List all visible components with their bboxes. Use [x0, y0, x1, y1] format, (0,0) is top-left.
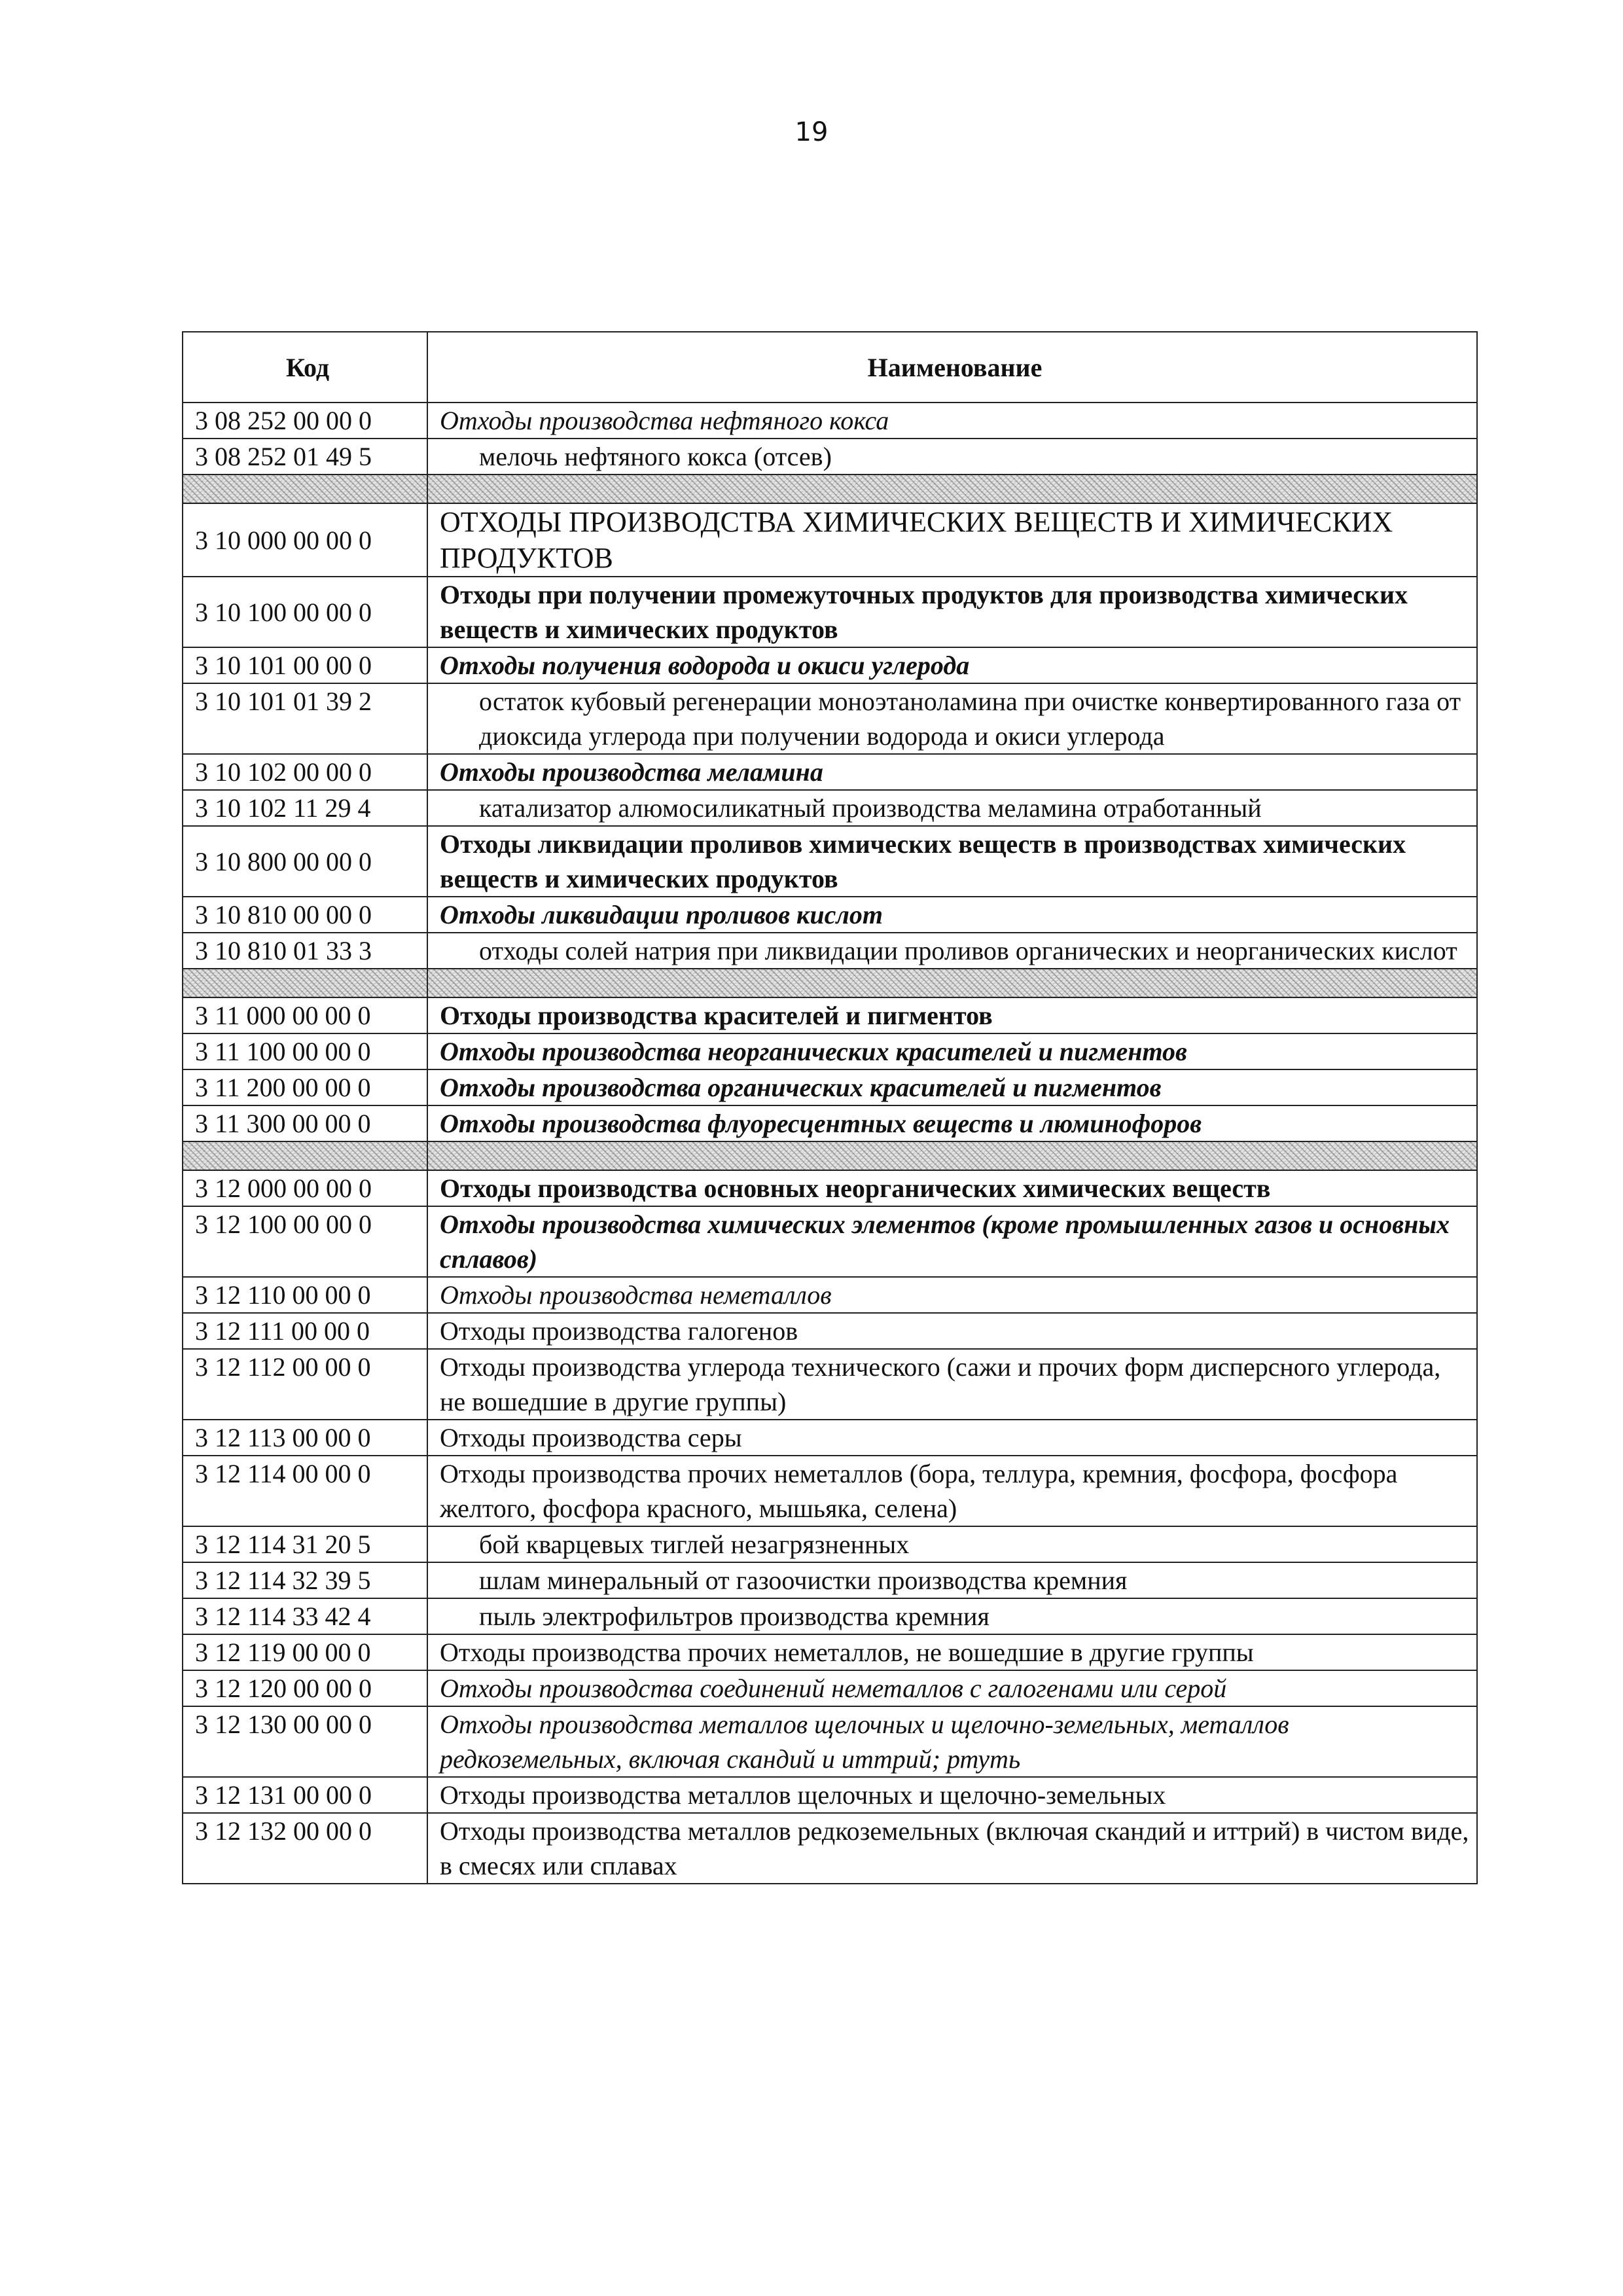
waste-code-cell: 3 12 119 00 00 0 — [183, 1634, 427, 1670]
waste-name-cell: Отходы производства химических элементов (кроме промышленных газов и основных сплавов) — [427, 1206, 1477, 1277]
waste-code-cell: 3 11 200 00 00 0 — [183, 1069, 427, 1105]
table-row — [183, 1277, 1477, 1313]
waste-name-cell: остаток кубовый регенерации моноэтаноламина при очистке конвертированного газа от диоксида углерода при получении водорода и окиси углерода — [427, 683, 1477, 754]
table-row — [183, 1105, 1477, 1141]
separator-cell-name — [427, 969, 1477, 997]
table-row — [183, 1420, 1477, 1456]
table-row — [183, 897, 1477, 933]
table-row — [183, 1349, 1477, 1420]
waste-name-cell: Отходы производства органических красителей и пигментов — [427, 1069, 1477, 1105]
table-row — [183, 933, 1477, 969]
table-row — [183, 1170, 1477, 1206]
table-row — [183, 1033, 1477, 1069]
waste-code-cell: 3 10 810 00 00 0 — [183, 897, 427, 933]
waste-code-cell: 3 08 252 00 00 0 — [183, 403, 427, 439]
section-separator-row — [183, 1141, 1477, 1170]
waste-name-cell: Отходы производства неметаллов — [427, 1277, 1477, 1313]
waste-name-cell: Отходы производства нефтяного кокса — [427, 403, 1477, 439]
section-separator-row — [183, 969, 1477, 997]
table-header-row — [183, 332, 1477, 403]
waste-code-cell: 3 12 100 00 00 0 — [183, 1206, 427, 1277]
table-row — [183, 439, 1477, 475]
waste-code-cell: 3 12 132 00 00 0 — [183, 1813, 427, 1884]
waste-code-cell: 3 12 000 00 00 0 — [183, 1170, 427, 1206]
table-row — [183, 1313, 1477, 1349]
waste-name-cell: Отходы ликвидации проливов кислот — [427, 897, 1477, 933]
table-row — [183, 997, 1477, 1033]
separator-cell-code — [183, 475, 427, 503]
waste-code-cell: 3 10 101 01 39 2 — [183, 683, 427, 754]
waste-name-cell: Отходы производства соединений неметаллов с галогенами или серой — [427, 1670, 1477, 1706]
waste-name-cell: Отходы производства основных неорганических химических веществ — [427, 1170, 1477, 1206]
waste-name-cell: бой кварцевых тиглей незагрязненных — [427, 1526, 1477, 1562]
waste-code-cell: 3 12 114 32 39 5 — [183, 1562, 427, 1598]
table-row — [183, 1706, 1477, 1777]
waste-name-cell: Отходы производства металлов щелочных и щелочно-земельных — [427, 1777, 1477, 1813]
waste-name-cell: шлам минеральный от газоочистки производства кремния — [427, 1562, 1477, 1598]
waste-name-cell: пыль электрофильтров производства кремния — [427, 1598, 1477, 1634]
code-column-header: Код — [183, 332, 427, 403]
waste-code-cell: 3 12 120 00 00 0 — [183, 1670, 427, 1706]
waste-name-cell: катализатор алюмосиликатный производства меламина отработанный — [427, 790, 1477, 826]
waste-code-cell: 3 10 102 00 00 0 — [183, 754, 427, 790]
table-row — [183, 1456, 1477, 1526]
table-row — [183, 1813, 1477, 1884]
name-column-header: Наименование — [427, 332, 1477, 403]
table-row — [183, 1598, 1477, 1634]
table-body — [183, 403, 1477, 1884]
table-row — [183, 403, 1477, 439]
separator-cell-code — [183, 969, 427, 997]
waste-code-cell: 3 10 000 00 00 0 — [183, 503, 427, 577]
waste-classifier-table — [182, 331, 1478, 1884]
waste-code-cell: 3 08 252 01 49 5 — [183, 439, 427, 475]
table-row — [183, 1206, 1477, 1277]
waste-name-cell: Отходы производства серы — [427, 1420, 1477, 1456]
waste-code-cell: 3 12 110 00 00 0 — [183, 1277, 427, 1313]
waste-name-cell: отходы солей натрия при ликвидации проливов органических и неорганических кислот — [427, 933, 1477, 969]
separator-cell-name — [427, 475, 1477, 503]
waste-code-cell: 3 10 100 00 00 0 — [183, 577, 427, 647]
waste-code-cell: 3 11 100 00 00 0 — [183, 1033, 427, 1069]
waste-name-cell: Отходы при получении промежуточных продуктов для производства химических веществ и химических продуктов — [427, 577, 1477, 647]
waste-code-cell: 3 12 130 00 00 0 — [183, 1706, 427, 1777]
waste-code-cell: 3 11 300 00 00 0 — [183, 1105, 427, 1141]
separator-cell-code — [183, 1141, 427, 1170]
waste-name-cell: Отходы производства флуоресцентных веществ и люминофоров — [427, 1105, 1477, 1141]
table-row — [183, 577, 1477, 647]
separator-cell-name — [427, 1141, 1477, 1170]
page-number: 19 — [794, 117, 829, 147]
table-row — [183, 790, 1477, 826]
table-row — [183, 754, 1477, 790]
table-row — [183, 503, 1477, 577]
table-row — [183, 1777, 1477, 1813]
waste-code-cell: 3 12 114 33 42 4 — [183, 1598, 427, 1634]
waste-name-cell: Отходы производства красителей и пигментов — [427, 997, 1477, 1033]
waste-code-cell: 3 10 810 01 33 3 — [183, 933, 427, 969]
waste-name-cell: Отходы получения водорода и окиси углерода — [427, 647, 1477, 683]
waste-name-cell: Отходы ликвидации проливов химических веществ в производствах химических веществ и химических продуктов — [427, 826, 1477, 897]
waste-name-cell: Отходы производства металлов редкоземельных (включая скандий и иттрий) в чистом виде, в смесях или сплавах — [427, 1813, 1477, 1884]
waste-code-cell: 3 12 112 00 00 0 — [183, 1349, 427, 1420]
waste-name-cell: Отходы производства галогенов — [427, 1313, 1477, 1349]
table-row — [183, 1526, 1477, 1562]
table-row — [183, 647, 1477, 683]
section-separator-row — [183, 475, 1477, 503]
waste-name-cell: Отходы производства неорганических красителей и пигментов — [427, 1033, 1477, 1069]
waste-name-cell: Отходы производства углерода технического (сажи и прочих форм дисперсного углерода, не вошедшие в другие группы) — [427, 1349, 1477, 1420]
table-row — [183, 1634, 1477, 1670]
waste-name-cell: Отходы производства прочих неметаллов, не вошедшие в другие группы — [427, 1634, 1477, 1670]
waste-name-cell: Отходы производства прочих неметаллов (бора, теллура, кремния, фосфора, фосфора желтого, фосфора красного, мышьяка, селена) — [427, 1456, 1477, 1526]
table-row — [183, 1069, 1477, 1105]
waste-name-cell: Отходы производства металлов щелочных и щелочно-земельных, металлов редкоземельных, включая скандий и иттрий; ртуть — [427, 1706, 1477, 1777]
waste-name-cell: мелочь нефтяного кокса (отсев) — [427, 439, 1477, 475]
table-row — [183, 683, 1477, 754]
waste-code-cell: 3 12 114 00 00 0 — [183, 1456, 427, 1526]
waste-code-cell: 3 12 111 00 00 0 — [183, 1313, 427, 1349]
waste-code-cell: 3 12 113 00 00 0 — [183, 1420, 427, 1456]
waste-code-cell: 3 10 800 00 00 0 — [183, 826, 427, 897]
waste-code-cell: 3 12 114 31 20 5 — [183, 1526, 427, 1562]
table-row — [183, 1670, 1477, 1706]
waste-code-cell: 3 11 000 00 00 0 — [183, 997, 427, 1033]
waste-code-cell: 3 10 102 11 29 4 — [183, 790, 427, 826]
table-row — [183, 1562, 1477, 1598]
table-row — [183, 826, 1477, 897]
waste-code-cell: 3 10 101 00 00 0 — [183, 647, 427, 683]
waste-name-cell: ОТХОДЫ ПРОИЗВОДСТВА ХИМИЧЕСКИХ ВЕЩЕСТВ И ХИМИЧЕСКИХ ПРОДУКТОВ — [427, 503, 1477, 577]
waste-code-cell: 3 12 131 00 00 0 — [183, 1777, 427, 1813]
waste-name-cell: Отходы производства меламина — [427, 754, 1477, 790]
